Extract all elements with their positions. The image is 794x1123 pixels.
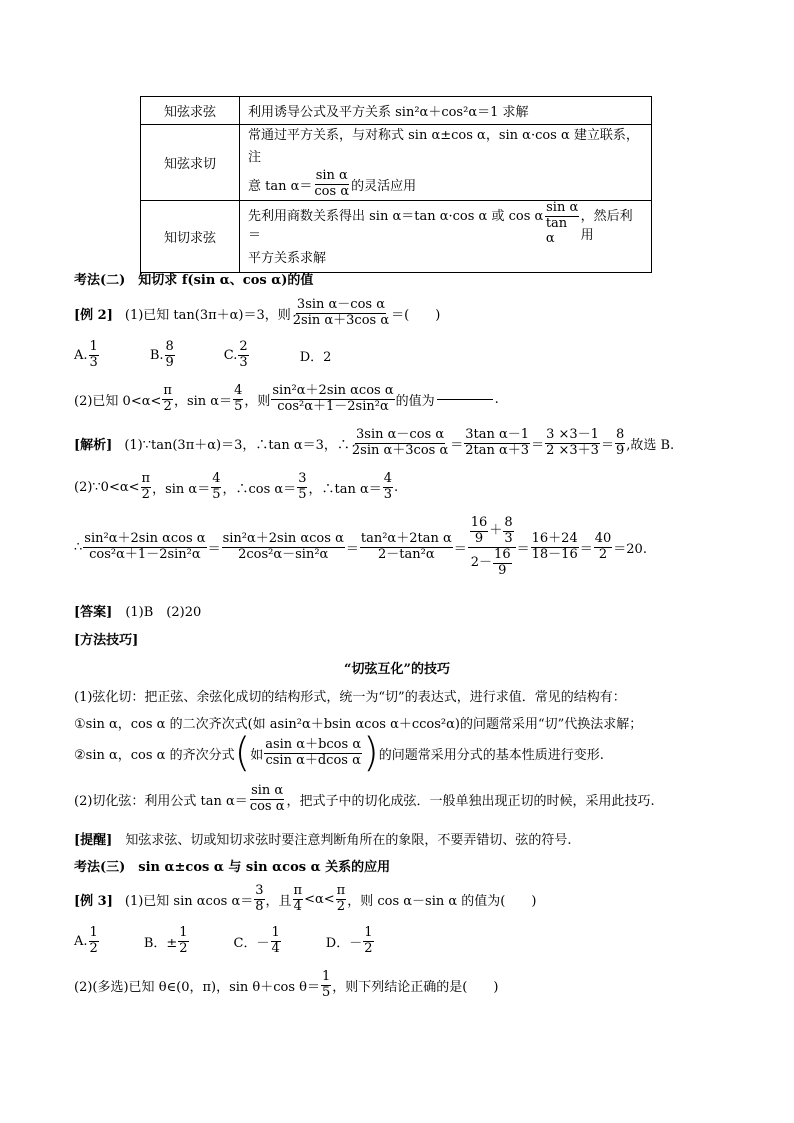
tips-p2: ①sin α，cos α 的二次齐次式(如 asin²α＋bsin αcos α＋ccos²α)的问题常采用“切”代换法求解； (74, 717, 643, 732)
summary-table (140, 96, 652, 273)
solution-part1: [解析] (1)∵tan(3π＋α)＝3，∴tan α＝3，∴ $\frac{\text{3sin α－cos α}}{\text{2sin α＋3cos α}}$ ＝ $\frac{\text{3tan α－1}}{\text{2tan α＋3}}$ ＝ $\frac{3 \times 3-1}{2 \times 3+3}$ ＝ $\frac{8}{9}$ ,故选 B. (74, 427, 675, 458)
tips-p3: ②sin α，cos α 的齐次分式 ( 如 $\frac{\text{asin α＋bcos α}}{\text{csin α＋dcos α}}$ ) 的问题常采用分式的基本性质进行变形. (74, 730, 604, 777)
example2-options: A. $\frac{1}{3}$ B. $\frac{8}{9}$ C. $\frac{2}{3}$ D．2 (74, 339, 332, 370)
example3-options: A. $\frac{1}{2}$ B．± $\frac{1}{2}$ C．－ $\frac{1}{4}$ D．－ $\frac{1}{2}$ (74, 925, 373, 956)
row-key: 知弦求弦 (141, 97, 240, 125)
table-row (141, 97, 652, 125)
example2-q2: (2)已知 0<α< $\frac{\pi}{2}$ ，sin α＝ $\frac{4}{5}$ ，则 $\frac{\text{sin²α＋2sin αcos α}}{\text{cos²α＋1－2sin²α}}$ 的值为 . (74, 383, 499, 414)
example3-q1: [例 3] (1)已知 sin αcos α＝ $\frac{3}{8}$ ，且 $\frac{\pi}{4}$ <α< $\frac{\pi}{2}$ ，则 cos α－sin α 的值为( ) (74, 883, 537, 914)
example3-q2: (2)(多选)已知 θ∈(0，π)，sin θ＋cos θ＝ $\frac{1}{5}$ ，则下列结论正确的是( ) (74, 969, 499, 1000)
row-key: 知切求弦 (141, 200, 240, 272)
solution-part2: (2)∵0<α< $\frac{\pi}{2}$ ，sin α＝ $\frac{4}{5}$ ，∴cos α＝ $\frac{3}{5}$ ，∴tan α＝ $\frac{4}{3}$ . (74, 471, 399, 502)
solution-part2-calc: ∴ $\frac{\text{sin²α＋2sin αcos α}}{\text{cos²α＋1－2sin²α}}$ ＝ $\frac{\text{sin²α＋2sin αcos α}}{\text{2cos²α－sin²α}}$ ＝ $\frac{\text{tan²α＋2tan α}}{\text{2－tan²α}}$ ＝ $\frac{16}{9}$ ＋ $\frac{8}{3}$ 2－ $\frac{16}{9}$ ＝ $\frac{16+24}{18-16}$ ＝ $\frac{40}{2}$ ＝20. (74, 515, 647, 578)
row-key: 知弦求切 (141, 125, 240, 201)
tips-p1: (1)弦化切：把正弦、余弦化成切的结构形式，统一为“切”的表达式，进行求值．常见的结构有： (74, 690, 626, 705)
tips-p4: (2)切化弦：利用公式 tan α＝ $\frac{\text{sin α}}{\text{cos α}}$ ，把式子中的切化成弦．一般单独出现正切的时候，采用此技巧. (74, 783, 655, 814)
section-title-method3: 考法(三) sin α±cos α 与 sin αcos α 关系的应用 (74, 860, 391, 875)
table-row (141, 200, 652, 272)
fraction: $\frac{\text{3sin α－cos α}}{\text{2sin α＋3cos α}}$ (292, 297, 390, 328)
example2-q1: [例 2] (1)已知 tan(3π＋α)＝3，则 $\frac{\text{3sin α－cos α}}{\text{2sin α＋3cos α}}$ ＝( ) (74, 297, 441, 328)
section-title-method2: 考法(二) 知切求 f(sin α、cos α)的值 (74, 273, 314, 288)
answer-blank[interactable] (437, 398, 493, 400)
fraction: $\frac{\text{sin α}}{\text{cos α}}$ (314, 168, 350, 199)
tips-label: [方法技巧] (74, 633, 139, 648)
row-desc: 常通过平方关系，与对称式 sin α±cos α，sin α·cos α 建立联系，注 意 tan α＝ $\frac{\text{sin α}}{\text{cos α}}$ 的灵活应用 (240, 125, 652, 201)
fraction: $\frac{\text{sin α}}{\text{tan α}}$ (545, 200, 579, 247)
row-desc: 利用诱导公式及平方关系 sin²α＋cos²α＝1 求解 (240, 97, 652, 125)
table-row (141, 125, 652, 201)
row-desc: 先利用商数关系得出 sin α＝tan α·cos α 或 cos α＝ $\frac{\text{sin α}}{\text{tan α}}$ ，然后利用 平方关系求解 (240, 200, 652, 272)
answer-line: [答案] (1)B (2)20 (74, 605, 202, 620)
tips-title: “切弦互化”的技巧 (344, 662, 450, 677)
compound-fraction: $\frac{16}{9}$ ＋ $\frac{8}{3}$ 2－ $\frac{16}{9}$ (468, 516, 516, 579)
reminder: [提醒] 知弦求弦、切或知切求弦时要注意判断角所在的象限，不要弄错切、弦的符号. (74, 833, 572, 848)
